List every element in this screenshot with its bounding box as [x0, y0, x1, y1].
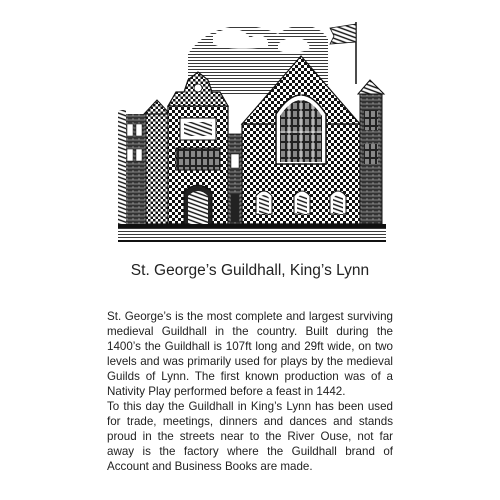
- paragraph-text: To this day the Guildhall in King’s Lynn has been used for trade, meetings, dinners and dances and stands proud in the streets near to the River Ouse, not far away is the factory where the Guildhall brand of Account and Business Books are made.: [107, 400, 393, 473]
- guildhall-illustration: [118, 14, 386, 250]
- description-paragraph-history: [107, 309, 393, 399]
- paragraph-text: St. George’s is the most complete and largest surviving medieval Guildhall in the country. Built during the 1400’s the Guildhall is 107ft long and 29ft wide, on two levels and was primarily used for plays by the medieval Guilds of Lynn. The first known production was of a Nativity Play performed before a feast in 1442.: [107, 310, 393, 398]
- description-paragraph-today: [107, 399, 393, 474]
- guildhall-engraving-icon: [118, 14, 386, 250]
- page-title: St. George’s Guildhall, King’s Lynn: [130, 262, 370, 279]
